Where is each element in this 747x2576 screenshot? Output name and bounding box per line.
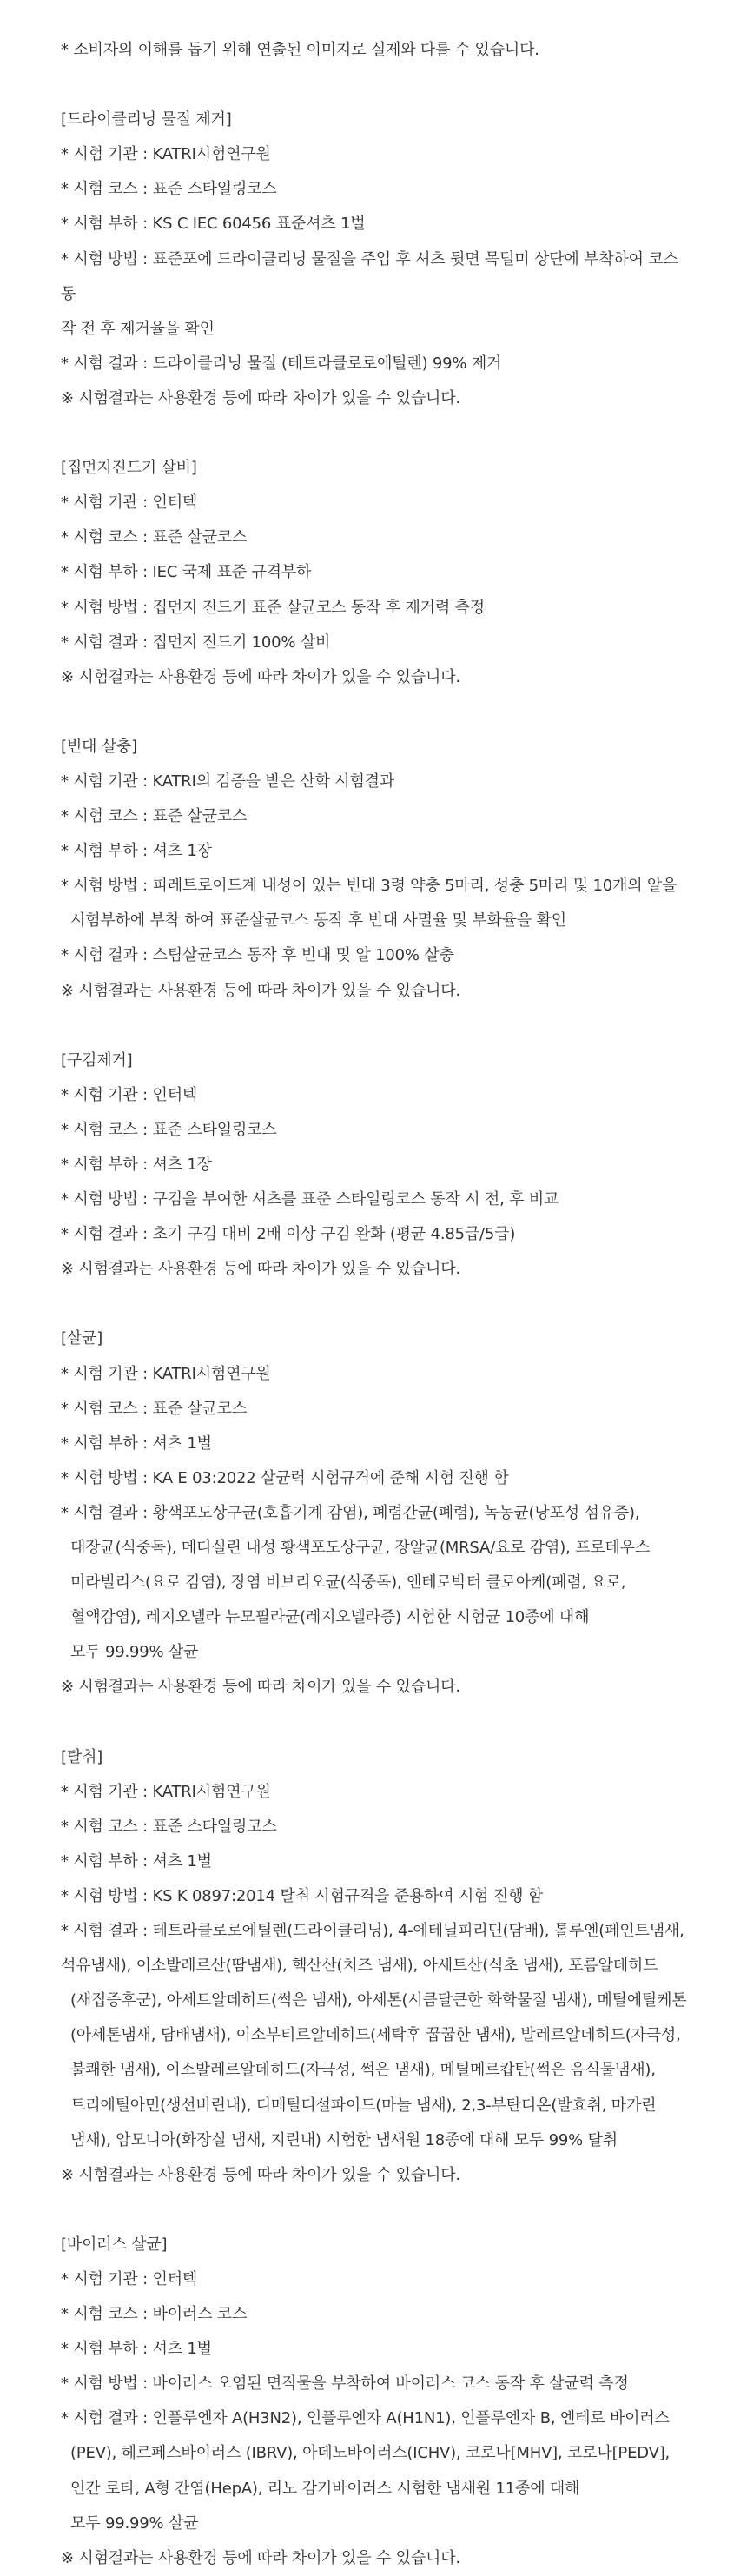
section-line: ※ 시험결과는 사용환경 등에 따라 차이가 있을 수 있습니다. [61,1260,460,1279]
test-section [61,103,695,416]
section-line: * 시험 결과 : 스팀살균코스 동작 후 빈대 및 알 100% 살충 [61,946,454,965]
section-line: 대장균(식중독), 메디실린 내성 황색포도상구균, 장알균(MRSA/요로 감염), 프로테우스 [61,1539,651,1558]
section-title: [빈대 살충] [61,737,137,756]
section-line: 트리에틸아민(생선비린내), 디메틸디설파이드(마늘 냄새), 2,3-부탄디온(발효취, 마가린 [61,2096,657,2115]
section-line: * 시험 기관 : KATRI의 검증을 받은 산학 시험결과 [61,771,395,791]
section-line: * 시험 방법 : 표준포에 드라이클리닝 물질을 주입 후 셔츠 뒷면 목덜미 상단에 부착하여 코스 동 [61,249,684,303]
section-title: [살균] [61,1329,103,1348]
section-line: * 시험 기관 : KATRI시험연구원 [61,1782,271,1801]
section-line: * 시험 코스 : 표준 살균코스 [61,1399,248,1418]
test-section [61,1321,695,1705]
section-line: * 시험 부하 : 셔츠 1벌 [61,1851,212,1871]
section-line: ※ 시험결과는 사용환경 등에 따라 차이가 있을 수 있습니다. [61,981,460,1000]
section-line: * 시험 부하 : 셔츠 1벌 [61,2340,212,2359]
section-line: 인간 로타, A형 간염(HepA), 리노 감기바이러스 시험한 냄새원 11종에 대해 [61,2479,580,2498]
section-line: * 시험 결과 : 초기 구김 대비 2배 이상 구김 완화 (평균 4.85급/5급) [61,1225,516,1244]
test-section [61,1043,695,1288]
section-title: [구김제거] [61,1050,133,1069]
test-section [61,1740,695,2193]
section-line: * 시험 부하 : 셔츠 1장 [61,842,212,861]
test-section [61,451,695,695]
section-line: * 시험 기관 : 인터텍 [61,493,198,513]
section-line: 혈액감염), 레지오넬라 뉴모필라균(레지오넬라증) 시험한 시험균 10종에 대해 [61,1608,590,1627]
section-line: * 시험 결과 : 집먼지 진드기 100% 살비 [61,632,331,652]
section-line: * 시험 코스 : 표준 스타일링코스 [61,1817,277,1836]
section-line: * 시험 방법 : 구김을 부여한 셔츠를 표준 스타일링코스 동작 시 전, 후 비교 [61,1190,559,1209]
section-line: * 시험 결과 : 인플루엔자 A(H3N2), 인플루엔자 A(H1N1), 인플루엔자 B, 엔테로 바이러스 [61,2409,670,2428]
section-title: [집먼지진드기 살비] [61,459,197,478]
section-line: * 시험 결과 : 드라이클리닝 물질 (테트라클로로에틸렌) 99% 제거 [61,354,502,373]
section-line: * 시험 부하 : IEC 국제 표준 규격부하 [61,563,312,582]
section-line: 불쾌한 냄새), 이소발레르알데히드(자극성, 썩은 냄새), 메틸메르캅탄(썩은 음식물냄새), [61,2061,656,2080]
section-line: (아세톤냄새, 담배냄새), 이소부티르알데히드(세탁후 꿉꿉한 냄새), 발레르알데히드(자극성, [61,2026,681,2045]
section-line: * 시험 기관 : 인터텍 [61,1085,198,1104]
test-section [61,730,695,1009]
section-line: * 시험 방법 : 바이러스 오염된 면직물을 부착하여 바이러스 코스 동작 후 살균력 측정 [61,2374,629,2394]
section-line: ※ 시험결과는 사용환경 등에 따라 차이가 있을 수 있습니다. [61,2548,460,2567]
section-title: [바이러스 살균] [61,2235,168,2254]
section-line: * 시험 코스 : 표준 스타일링코스 [61,180,277,199]
section-line: * 시험 기관 : KATRI시험연구원 [61,145,271,164]
section-line: 모두 99.99% 살균 [61,2513,199,2533]
section-line: * 시험 결과 : 테트라클로로에틸렌(드라이클리닝), 4-에테닐피리딘(담배), 톨루엔(페인트냄새, [61,1922,684,1941]
section-line: 미라빌리스(요로 감염), 장염 비브리오균(식중독), 엔테로박터 클로아케(폐렴, 요로, [61,1573,626,1593]
section-line: * 시험 기관 : 인터텍 [61,2270,198,2288]
section-line: 작 전 후 제거율을 확인 [61,319,215,338]
section-title: [탈취] [61,1747,103,1766]
section-line: * 시험 부하 : 셔츠 1장 [61,1156,212,1174]
disclaimer-text: * 소비자의 이해를 돕기 위해 연출된 이미지로 실제와 다를 수 있습니다. [61,41,539,59]
section-line: ※ 시험결과는 사용환경 등에 따라 차이가 있을 수 있습니다. [61,667,460,686]
section-line: ※ 시험결과는 사용환경 등에 따라 차이가 있을 수 있습니다. [61,1678,460,1697]
section-line: ※ 시험결과는 사용환경 등에 따라 차이가 있을 수 있습니다. [61,2165,460,2184]
section-line: * 시험 방법 : 집먼지 진드기 표준 살균코스 동작 후 제거력 측정 [61,598,485,617]
section-line: 냄새), 암모니아(화장실 냄새, 지린내) 시험한 냄새원 18종에 대해 모두 99% 탈취 [61,2130,618,2149]
section-line: * 시험 방법 : KA E 03:2022 살균력 시험규격에 준해 시험 진행 함 [61,1468,509,1487]
section-line: (PEV), 헤르페스바이러스 (IBRV), 아데노바이러스(ICHV), 코로나[MHV], 코로나[PEDV], [61,2444,671,2463]
section-line: * 시험 방법 : KS K 0897:2014 탈취 시험규격을 준용하여 시험 진행 함 [61,1886,543,1905]
section-title: [드라이클리닝 물질 제거] [61,110,232,129]
section-line: * 시험 방법 : 피레트로이드계 내성이 있는 빈대 3령 약충 5마리, 성충 5마리 및 10개의 알을 [61,877,678,896]
section-line: * 시험 결과 : 황색포도상구균(호흡기계 감염), 폐렴간균(폐렴), 녹농균(낭포성 섬유증), [61,1503,640,1522]
section-line: * 시험 코스 : 표준 살균코스 [61,807,248,826]
section-line: 석유냄새), 이소발레르산(땀냄새), 헥산산(치즈 냄새), 아세트산(식초 냄새), 포름알데히드 [61,1957,658,1976]
section-line: * 시험 부하 : KS C IEC 60456 표준셔츠 1벌 [61,215,366,234]
test-sections [61,103,695,2576]
section-line: * 시험 코스 : 표준 스타일링코스 [61,1120,277,1139]
section-line: 시험부하에 부착 하여 표준살균코스 동작 후 빈대 사멸율 및 부화율을 확인 [61,911,566,930]
section-line: * 시험 부하 : 셔츠 1벌 [61,1434,212,1453]
section-line: ※ 시험결과는 사용환경 등에 따라 차이가 있을 수 있습니다. [61,388,460,407]
section-line: * 시험 기관 : KATRI시험연구원 [61,1364,271,1383]
section-line: * 시험 코스 : 바이러스 코스 [61,2305,248,2324]
section-line: (새집증후군), 아세트알데히드(썩은 냄새), 아세톤(시큼달큰한 화학물질 냄새), 메틸에틸케톤 [61,1991,687,2010]
section-line: 모두 99.99% 살균 [61,1643,199,1662]
test-section [61,2228,695,2576]
section-line: * 시험 코스 : 표준 살균코스 [61,528,248,547]
